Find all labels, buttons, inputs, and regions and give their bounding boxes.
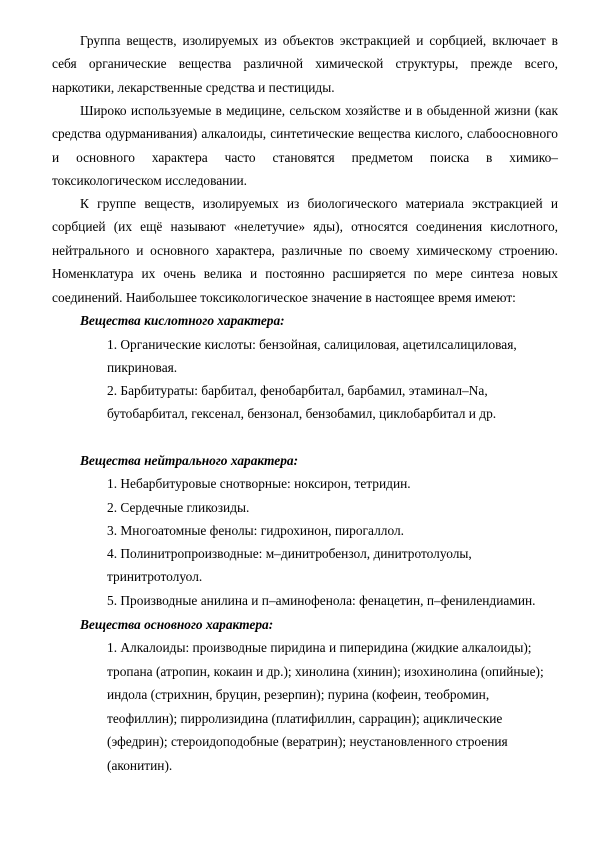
list-item-barbiturates: 2. Барбитураты: барбитал, фенобарбитал, барбамил, этаминал–Na, бутобарбитал, гексенал, бензонал, бензобамил, циклобарбитал и др. — [107, 383, 497, 422]
list-item-organic-acids: 1. Органические кислоты: бензойная, салициловая, ацетилсалициловая, пикриновая. — [107, 337, 517, 376]
list-item-non-barbiturate: 1. Небарбитуровые снотворные: ноксирон, тетридин. — [107, 476, 411, 491]
paragraph-nomenclature: К группе веществ, изолируемых из биологического материала экстракцией и сорбцией (их ещё называют «нелетучие» яды), относятся соединения кислотного, нейтрального и основного характера, различные по своему химическому строению. Номенклатура их очень велика и постоянно расширяется по мере синтеза новых соединений. Наибольшее токсикологическое значение в настоящее время имеют: — [52, 196, 558, 305]
list-item-glycosides: 2. Сердечные гликозиды. — [107, 500, 250, 515]
list-item-phenols: 3. Многоатомные фенолы: гидрохинон, пирогаллол. — [107, 523, 405, 538]
list-item-aniline: 5. Производные анилина и п–аминофенола: фенацетин, п–фенилендиамин. — [107, 593, 536, 608]
list-item-polynitro: 4. Полинитропроизводные: м–динитробензол, динитротолуолы, тринитротолуол. — [107, 546, 472, 585]
heading-neutral: Вещества нейтрального характера: — [80, 453, 299, 468]
list-item-alkaloids: 1. Алкалоиды: производные пиридина и пиперидина (жидкие алкалоиды); тропана (атропин, кокаин и др.); хинолина (хинин); изохинолина (опийные); индола (стрихнин, бруцин, резерпин); пурина (кофеин, теобромин, теофиллин); пирролизидина (платифиллин, саррацин); ациклические (эфедрин); стероидоподобные (вератрин); неустановленного строения (аконитин). — [107, 640, 544, 773]
paragraph-alkaloids: Широко используемые в медицине, сельском хозяйстве и в обыденной жизни (как средства одурманивания) алкалоиды, синтетические вещества кислого, слабоосновного и основного характера часто становятся предметом поиска в химико–токсикологическом исследовании. — [52, 103, 558, 189]
heading-basic: Вещества основного характера: — [80, 617, 274, 632]
paragraph-intro: Группа веществ, изолируемых из объектов экстракцией и сорбцией, включает в себя органические вещества различной химической структуры, прежде всего, наркотики, лекарственные средства и пестициды. — [52, 33, 558, 95]
heading-acidic: Вещества кислотного характера: — [80, 313, 285, 328]
